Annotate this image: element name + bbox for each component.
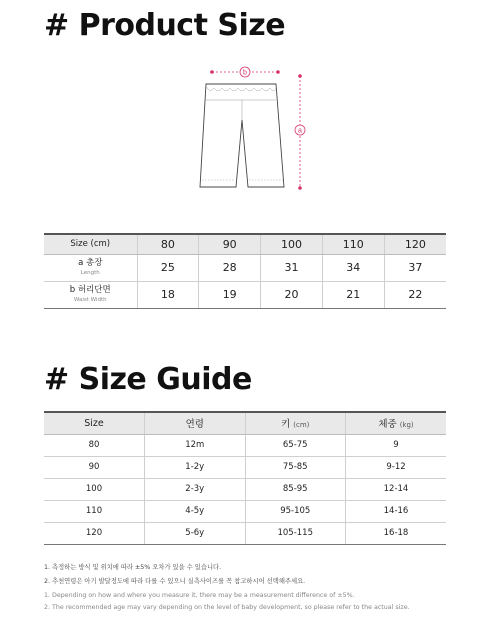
- table-header-row: [44, 234, 446, 254]
- table-cell: 22: [384, 281, 446, 308]
- table-row: [44, 434, 446, 456]
- col-header-label: 연령: [185, 419, 204, 431]
- row-sublabel-text: Waist Width: [73, 296, 107, 303]
- table-cell: 18: [137, 281, 199, 308]
- table-cell: 20: [261, 281, 323, 308]
- marker-a-label: a: [298, 127, 302, 135]
- table-cell: 90: [44, 456, 145, 478]
- table-cell: 5-6y: [145, 522, 246, 544]
- table-cell: 16-18: [346, 522, 447, 544]
- table-cell: 65-75: [245, 434, 346, 456]
- table-cell: 21: [322, 281, 384, 308]
- col-header-label: 체중: [378, 419, 397, 431]
- table-cell: 95-105: [245, 500, 346, 522]
- col-header-unit: (kg): [399, 421, 414, 430]
- table-cell: 1-2y: [145, 456, 246, 478]
- table-row: [44, 500, 446, 522]
- table-cell: 34: [322, 254, 384, 281]
- row-label-waist: [44, 281, 137, 308]
- marker-b-label: b: [243, 69, 247, 77]
- table-cell: 37: [384, 254, 446, 281]
- table-cell: 105-115: [245, 522, 346, 544]
- size-header-label: Size (cm): [44, 234, 137, 254]
- table-cell: 19: [199, 281, 261, 308]
- note-ko-1: 1. 측정하는 방식 및 위치에 따라 ±5% 오차가 있을 수 있습니다.: [44, 564, 222, 571]
- col-header-age: [145, 412, 246, 434]
- note-ko-2: 2. 추천연령은 아기 발달정도에 따라 다를 수 있으니 실측사이즈를 꼭 참고하시어 선택해주세요.: [44, 578, 306, 585]
- size-col-header: 100: [261, 234, 323, 254]
- table-row: [44, 281, 446, 308]
- table-cell: 110: [44, 500, 145, 522]
- table-cell: 4-5y: [145, 500, 246, 522]
- table-cell: 85-95: [245, 478, 346, 500]
- row-sublabel-text: Length: [80, 269, 100, 276]
- table-cell: 100: [44, 478, 145, 500]
- size-col-header: 120: [384, 234, 446, 254]
- table-cell: 2-3y: [145, 478, 246, 500]
- row-label-length: [44, 254, 137, 281]
- table-cell: 28: [199, 254, 261, 281]
- table-cell: 9: [346, 434, 447, 456]
- col-header-label: 키: [281, 419, 291, 431]
- col-header-size: [44, 412, 145, 434]
- product-size-table: [44, 233, 446, 309]
- shorts-diagram: [190, 62, 310, 196]
- note-en-2: 2. The recommended age may vary depending on the level of baby development, so please refer to the actual size.: [44, 604, 410, 611]
- col-header-label: Size: [84, 417, 104, 429]
- size-col-header: 110: [322, 234, 384, 254]
- table-row: [44, 456, 446, 478]
- table-cell: 31: [261, 254, 323, 281]
- table-header-row: [44, 412, 446, 434]
- table-cell: 12-14: [346, 478, 447, 500]
- shorts-outline: [200, 84, 284, 187]
- col-header-weight: [346, 412, 447, 434]
- size-guide-table: [44, 411, 446, 545]
- table-cell: 80: [44, 434, 145, 456]
- table-cell: 14-16: [346, 500, 447, 522]
- waist-measure-line: [210, 67, 280, 77]
- table-cell: 9-12: [346, 456, 447, 478]
- size-col-header: 80: [137, 234, 199, 254]
- row-label-text: b 허리단면: [69, 285, 111, 296]
- col-header-height: [245, 412, 346, 434]
- note-en-1: 1. Depending on how and where you measure it, there may be a measurement difference of ±5%.: [44, 592, 355, 599]
- table-cell: 25: [137, 254, 199, 281]
- size-guide-title: # Size Guide: [44, 362, 252, 397]
- table-row: [44, 478, 446, 500]
- product-size-title: # Product Size: [44, 8, 286, 43]
- table-row: [44, 522, 446, 544]
- table-cell: 120: [44, 522, 145, 544]
- table-cell: 75-85: [245, 456, 346, 478]
- col-header-unit: (cm): [293, 421, 310, 430]
- row-label-text: a 총장: [78, 258, 103, 269]
- length-measure-line: [295, 74, 305, 190]
- table-cell: 12m: [145, 434, 246, 456]
- size-col-header: 90: [199, 234, 261, 254]
- table-row: [44, 254, 446, 281]
